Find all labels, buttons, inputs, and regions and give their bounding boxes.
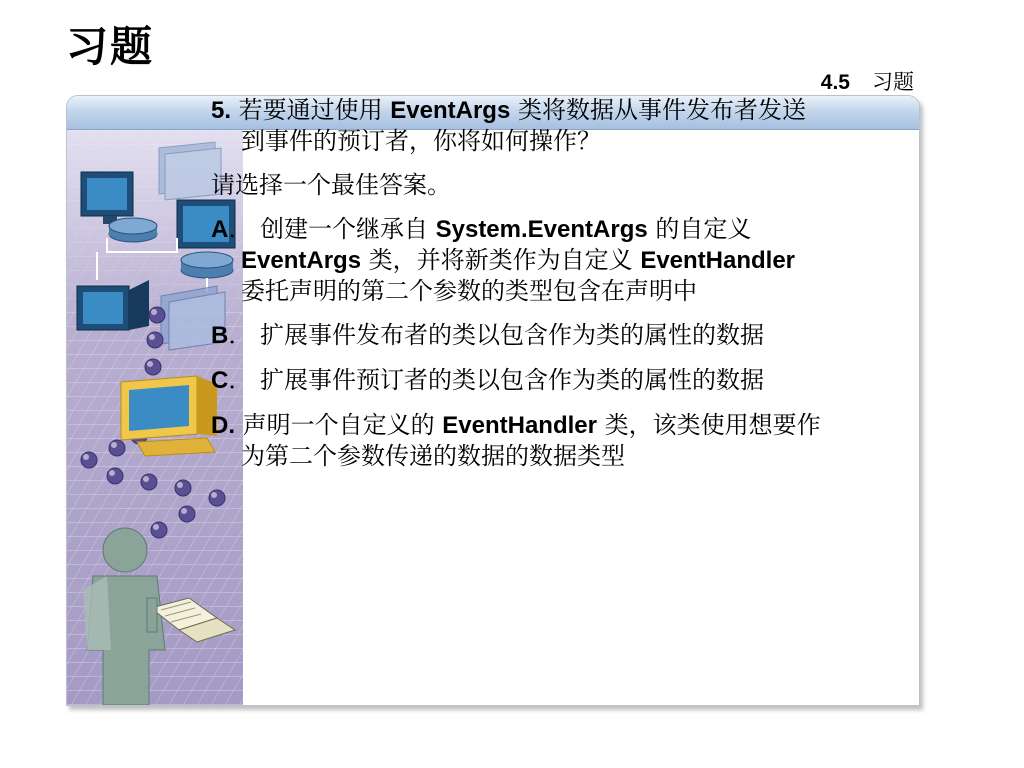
option-d-letter: D. [211,412,235,439]
option-a-text-3: 类，并将新类作为自定义 [361,246,641,274]
option-a-term-2: EventArgs [241,247,362,274]
section-number: 4.5 [820,71,850,94]
question-text [211,95,821,156]
question-term-eventargs: EventArgs [390,97,511,124]
option-a-text-2: 的自定义 [647,215,752,243]
question-text-part1: 若要通过使用 [231,96,391,124]
option-c-text: 扩展事件预订者的类以包含作为类的属性的数据 [252,366,764,394]
option-d [211,410,821,471]
question-content [211,95,821,485]
option-d-text-1: 声明一个自定义的 [235,411,443,439]
option-a-separator: ． [228,215,253,243]
option-c-letter: C [211,367,229,394]
section-label [821,66,914,96]
instruction-text: 请选择一个最佳答案。 [211,171,451,199]
option-d-term-1: EventHandler [442,412,597,439]
option-c [211,365,821,396]
option-c-separator: ． [228,366,253,394]
section-title: 习题 [872,70,914,94]
option-b-letter: B [211,322,229,349]
slide-title: 习题 [66,22,155,71]
option-a-text-4: 委托声明的第二个参数的类型包含在声明中 [241,277,697,305]
question-number: 5. [211,97,232,124]
option-b [211,320,821,351]
option-a-term-1: System.EventArgs [435,216,648,243]
option-a-term-3: EventHandler [640,247,796,274]
question-text-part2: 类将数据从事件发布者发送到事件的预订者，你将如何操作？ [241,96,806,155]
option-a-letter: A [211,216,229,243]
option-d-text-2: 类，该类使用想要作为第二个参数传递的数据的数据类型 [241,411,821,470]
option-a-text-1: 创建一个继承自 [252,215,436,243]
option-b-text: 扩展事件发布者的类以包含作为类的属性的数据 [252,321,764,349]
option-b-separator: ． [228,321,253,349]
option-a [211,214,821,306]
